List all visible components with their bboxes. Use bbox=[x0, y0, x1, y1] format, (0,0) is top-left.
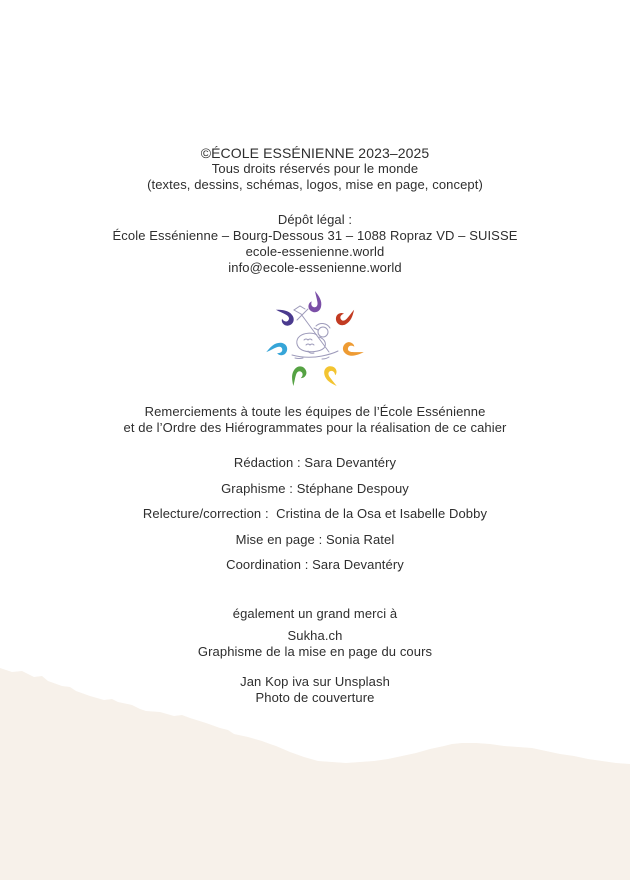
flame-cyan-icon bbox=[265, 341, 289, 358]
email-text: info@ecole-essenienne.world bbox=[228, 260, 402, 275]
credit-graphisme: Graphisme : Stéphane Despouy bbox=[221, 480, 409, 496]
flame-orange-icon bbox=[342, 341, 366, 358]
bottom-wave-decoration bbox=[0, 660, 630, 880]
flame-indigo-icon bbox=[272, 305, 297, 328]
seven-flames-icon bbox=[265, 291, 365, 389]
sukha-role: Graphisme de la mise en page du cours bbox=[197, 644, 433, 659]
merci-intro: également un grand merci à bbox=[232, 606, 398, 621]
credit-redaction: Rédaction : Sara Devantéry bbox=[233, 455, 397, 470]
flame-green-icon bbox=[288, 364, 309, 389]
rights-line: Tous droits réservés pour le monde bbox=[211, 161, 419, 176]
photo-credit-name: Jan Kop iva sur Unsplash bbox=[240, 674, 390, 689]
legal-heading: Dépôt légal : bbox=[277, 212, 353, 227]
acknowledgements-block bbox=[0, 404, 630, 436]
legal-deposit-block bbox=[0, 212, 630, 276]
publisher-address: École Essénienne – Bourg-Dessous 31 – 1088 Ropraz VD – SUISSE bbox=[112, 228, 518, 243]
credit-relecture: Relecture/correction : Cristina de la Osa et Isabelle Dobby bbox=[142, 506, 488, 521]
rights-scope-line: (textes, dessins, schémas, logos, mise en page, concept) bbox=[147, 177, 483, 192]
copyright-block bbox=[0, 145, 630, 193]
website-text: ecole-essenienne.world bbox=[245, 244, 385, 259]
credits-block bbox=[0, 450, 630, 578]
credit-coordination: Coordination : Sara Devantéry bbox=[226, 557, 404, 572]
credit-mise-en-page: Mise en page : Sonia Ratel bbox=[235, 531, 395, 547]
sukha-name: Sukha.ch bbox=[287, 628, 343, 643]
flame-yellow-icon bbox=[322, 364, 343, 389]
flame-red-icon bbox=[333, 305, 358, 328]
photo-credit-role: Photo de couverture bbox=[255, 690, 375, 705]
copyright-title: ©ÉCOLE ESSÉNIENNE 2023–2025 bbox=[200, 145, 430, 161]
thanks-line-1: Remerciements à toute les équipes de l’École Essénienne bbox=[144, 404, 486, 419]
lamb-with-cross-icon bbox=[292, 306, 338, 359]
ecole-essenienne-logo bbox=[262, 288, 368, 394]
flame-violet-icon bbox=[308, 291, 321, 312]
wave-shape bbox=[0, 668, 630, 880]
thanks-line-2: et de l’Ordre des Hiérogrammates pour la réalisation de ce cahier bbox=[123, 420, 507, 435]
